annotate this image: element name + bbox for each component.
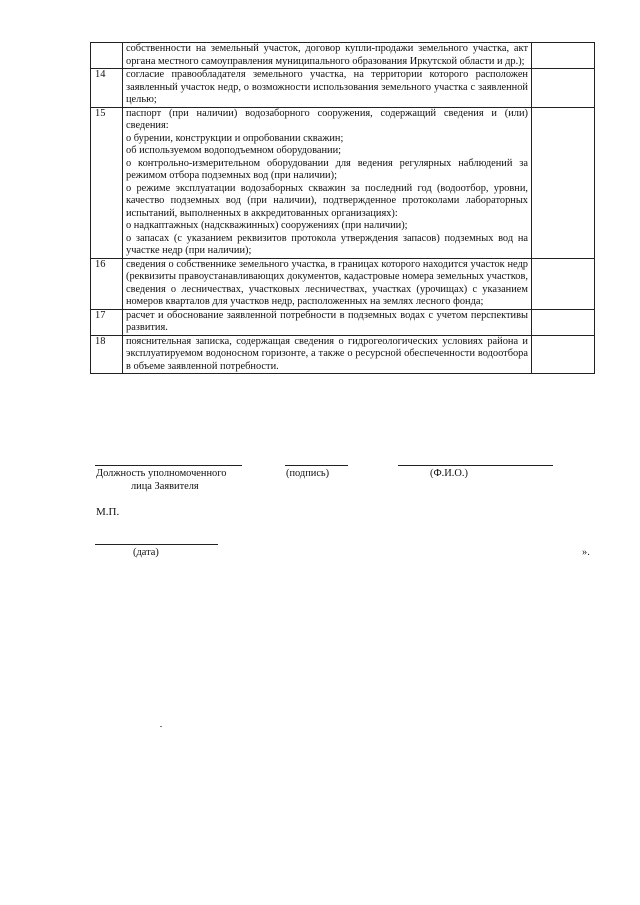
- row-number: 18: [91, 335, 123, 374]
- row-description: [123, 335, 532, 374]
- row-description: [123, 69, 532, 108]
- description-paragraph: о бурении, конструкции и опробовании скважин;: [126, 132, 344, 144]
- table-row: [91, 43, 595, 69]
- position-label-line1: Должность уполномоченного: [96, 468, 227, 479]
- table-row: [91, 107, 595, 258]
- row-number: [91, 43, 123, 69]
- row-mark-cell: [532, 69, 595, 108]
- row-description: [123, 309, 532, 335]
- name-line: [398, 465, 553, 466]
- row-mark-cell: [532, 258, 595, 309]
- position-signature-line: [95, 465, 242, 466]
- row-mark-cell: [532, 309, 595, 335]
- date-line: [95, 544, 218, 545]
- row-number: 14: [91, 69, 123, 108]
- scan-dot: [160, 726, 162, 727]
- document-table: [90, 42, 595, 374]
- table-body: [91, 43, 595, 374]
- row-mark-cell: [532, 43, 595, 69]
- signature-label: (подпись): [286, 468, 330, 479]
- table-row: [91, 258, 595, 309]
- row-number: 17: [91, 309, 123, 335]
- description-paragraph: пояснительная записка, содержащая сведения о гидрогеологических условиях района и эксплуатируемом водоносном горизонте, а также о ресурсной обеспеченности водоотбора в объеме заявленной потребности.: [126, 335, 528, 372]
- row-number: 15: [91, 107, 123, 258]
- description-paragraph: паспорт (при наличии) водозаборного сооружения, содержащий сведения и (или) сведения:: [126, 107, 528, 131]
- row-description: [123, 43, 532, 69]
- table-row: [91, 335, 595, 374]
- stamp-label: М.П.: [96, 506, 120, 518]
- date-label: (дата): [133, 547, 159, 558]
- description-paragraph: о надкаптажных (надскважинных) сооружениях (при наличии);: [126, 220, 408, 231]
- description-paragraph: о контрольно-измерительном оборудовании для ведения регулярных наблюдений за режимом отбора подземных вод (при наличии);: [126, 157, 528, 181]
- name-label: (Ф.И.О.): [430, 468, 468, 479]
- row-number: 16: [91, 258, 123, 309]
- signature-line: [285, 465, 348, 466]
- row-mark-cell: [532, 107, 595, 258]
- position-label-line2: лица Заявителя: [131, 481, 199, 492]
- description-paragraph: согласие правообладателя земельного участка, на территории которого расположен заявленный участок недр, о возможности использования земельного участка с заявленной целью;: [126, 69, 528, 105]
- description-paragraph: об используемом водоподъемном оборудовании;: [126, 145, 342, 156]
- row-mark-cell: [532, 335, 595, 374]
- table-row: [91, 309, 595, 335]
- description-paragraph: сведения о собственнике земельного участка, в границах которого находится участок недр (реквизиты правоустанавливающих документов, кадастровые номера земельных участков, сведения о лесничествах, участковых лесничествах, участках (урочищах) с указанием номеров кварталов для участков недр, расположенных на землях лесного фонда;: [126, 258, 528, 307]
- closing-mark: ».: [582, 547, 590, 558]
- description-paragraph: о запасах (с указанием реквизитов протокола утверждения запасов) подземных вод на участке недр (при наличии);: [126, 232, 528, 256]
- description-paragraph: собственности на земельный участок, договор купли-продажи земельного участка, акт органа местного самоуправления муниципального образования Иркутской области и др.);: [126, 43, 528, 67]
- description-paragraph: расчет и обоснование заявленной потребности в подземных водах с учетом перспективы развития.: [126, 309, 528, 333]
- row-description: [123, 107, 532, 258]
- table-row: [91, 69, 595, 108]
- row-description: [123, 258, 532, 309]
- description-paragraph: о режиме эксплуатации водозаборных скважин за последний год (водоотбор, уровни, качество подземных вод (при наличии), подтвержденное протоколами лабораторных испытаний, выполненных в аккредитованных организациях):: [126, 182, 528, 219]
